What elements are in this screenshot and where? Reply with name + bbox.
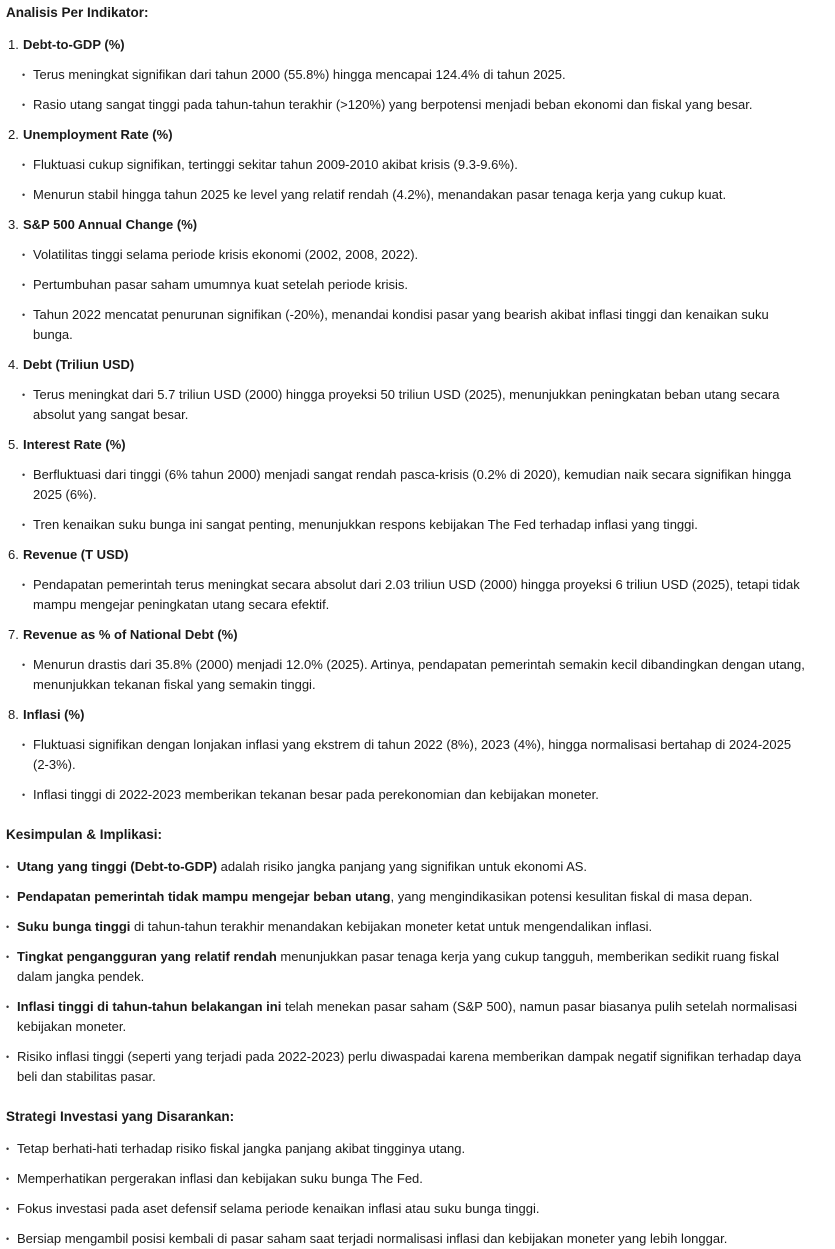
strategy-list (6, 1139, 806, 1249)
indicator-bullets (22, 735, 806, 805)
list-item-text (33, 155, 806, 175)
bullet-text: Inflasi tinggi di 2022-2023 memberikan tekanan besar pada perekonomian dan kebijakan moneter. (33, 787, 599, 802)
indicator-list (6, 35, 806, 805)
list-item-text (33, 185, 806, 205)
list-item-text (33, 305, 806, 345)
bullet-icon: • (6, 1234, 10, 1244)
bullet-icon: • (22, 160, 26, 170)
bullet-icon: • (6, 1002, 10, 1012)
list-item (22, 95, 806, 115)
bullet-text: Volatilitas tinggi selama periode krisis ekonomi (2002, 2008, 2022). (33, 247, 419, 262)
indicator-label: S&P 500 Annual Change (%) (23, 217, 198, 232)
list-item (22, 245, 806, 265)
bold-text: Tingkat pengangguran yang relatif rendah (17, 949, 277, 964)
list-item-text (33, 385, 806, 425)
bullet-text: Fluktuasi signifikan dengan lonjakan inflasi yang ekstrem di tahun 2022 (8%), 2023 (4%), hingga normalisasi bertahap di 2024-2025 (2-3%). (33, 737, 792, 772)
indicator-bullets (22, 385, 806, 425)
body-text: menunjukkan pasar tenaga kerja yang cukup tangguh, memberikan sedikit ruang fiskal dalam jangka pendek. (17, 949, 780, 984)
list-item-text (17, 887, 806, 907)
bullet-icon: • (22, 740, 26, 750)
list-item (22, 185, 806, 205)
list-item (6, 857, 806, 877)
list-item (6, 1169, 806, 1189)
list-item (22, 155, 806, 175)
list-item-text (33, 575, 806, 615)
indicator-label: Revenue as % of National Debt (%) (23, 627, 238, 642)
list-item (22, 785, 806, 805)
list-item (22, 735, 806, 775)
list-item (22, 465, 806, 505)
list-item (6, 997, 806, 1037)
list-item-text (33, 735, 806, 775)
indicator-number: 1. (8, 37, 19, 52)
list-item-text (33, 515, 806, 535)
list-item-text (17, 997, 806, 1037)
analysis-heading: Analisis Per Indikator: (6, 5, 149, 20)
indicator-number: 7. (8, 627, 19, 642)
bullet-text: Berfluktuasi dari tinggi (6% tahun 2000) menjadi sangat rendah pasca-krisis (0.2% di 2020), kemudian naik secara signifikan hingga 2025 (6%). (33, 467, 792, 502)
body-text: telah menekan pasar saham (S&P 500), namun pasar biasanya pulih setelah normalisasi kebijakan moneter. (17, 999, 798, 1034)
list-item-text (33, 245, 806, 265)
bold-text: Utang yang tinggi (Debt-to-GDP) (17, 859, 218, 874)
bullet-text: Rasio utang sangat tinggi pada tahun-tahun terakhir (>120%) yang berpotensi menjadi beban ekonomi dan fiskal yang besar. (33, 97, 753, 112)
bullet-icon: • (22, 390, 26, 400)
bullet-icon: • (22, 470, 26, 480)
bold-text: Suku bunga tinggi (17, 919, 131, 934)
list-item (6, 917, 806, 937)
bullet-icon: • (22, 70, 26, 80)
body-text: , yang mengindikasikan potensi kesulitan fiskal di masa depan. (390, 889, 753, 904)
strategy-text: Tetap berhati-hati terhadap risiko fiskal jangka panjang akibat tingginya utang. (17, 1141, 466, 1156)
list-item-text (33, 655, 806, 695)
indicator-number: 4. (8, 357, 19, 372)
strategy-text: Memperhatikan pergerakan inflasi dan kebijakan suku bunga The Fed. (17, 1171, 423, 1186)
list-item-text (17, 1047, 806, 1087)
bold-text: Inflasi tinggi di tahun-tahun belakangan ini (17, 999, 282, 1014)
indicator-bullets (22, 575, 806, 615)
bullet-icon: • (22, 310, 26, 320)
indicator-bullets (22, 465, 806, 535)
list-item-text (33, 65, 806, 85)
indicator-item (8, 435, 806, 455)
bullet-text: Tahun 2022 mencatat penurunan signifikan (-20%), menandai kondisi pasar yang bearish akibat inflasi tinggi dan kenaikan suku bunga. (33, 307, 769, 342)
bullet-icon: • (22, 520, 26, 530)
indicator-item (8, 625, 806, 645)
bullet-icon: • (22, 100, 26, 110)
indicator-label: Inflasi (%) (23, 707, 85, 722)
list-item (22, 65, 806, 85)
bullet-icon: • (6, 892, 10, 902)
bullet-icon: • (6, 862, 10, 872)
indicator-number: 5. (8, 437, 19, 452)
bullet-text: Pendapatan pemerintah terus meningkat secara absolut dari 2.03 triliun USD (2000) hingga proyeksi 6 triliun USD (2025), tetapi tidak mampu mengejar peningkatan utang secara efektif. (33, 577, 800, 612)
body-text: Risiko inflasi tinggi (seperti yang terjadi pada 2022-2023) perlu diwaspadai karena memberikan dampak negatif signifikan terhadap daya beli dan stabilitas pasar. (17, 1049, 802, 1084)
indicator-item (8, 125, 806, 145)
indicator-item (8, 545, 806, 565)
body-text: di tahun-tahun terakhir menandakan kebijakan moneter ketat untuk mengendalikan inflasi. (130, 919, 653, 934)
strategy-heading: Strategi Investasi yang Disarankan: (6, 1109, 235, 1124)
list-item (22, 655, 806, 695)
bullet-text: Terus meningkat dari 5.7 triliun USD (2000) hingga proyeksi 50 triliun USD (2025), menunjukkan peningkatan beban utang secara absolut yang sangat besar. (33, 387, 780, 422)
list-item-text (17, 947, 806, 987)
indicator-number: 6. (8, 547, 19, 562)
bullet-text: Menurun drastis dari 35.8% (2000) menjadi 12.0% (2025). Artinya, pendapatan pemerintah semakin kecil dibandingkan dengan utang, menunjukkan tekanan fiskal yang semakin tinggi. (33, 657, 805, 692)
conclusion-heading: Kesimpulan & Implikasi: (6, 827, 163, 842)
indicator-label: Debt (Triliun USD) (23, 357, 135, 372)
bullet-icon: • (6, 1144, 10, 1154)
bullet-icon: • (6, 1174, 10, 1184)
list-item (22, 275, 806, 295)
indicator-number: 2. (8, 127, 19, 142)
list-item-text (17, 1169, 806, 1189)
bullet-text: Menurun stabil hingga tahun 2025 ke level yang relatif rendah (4.2%), menandakan pasar tenaga kerja yang cukup kuat. (33, 187, 727, 202)
bullet-icon: • (6, 952, 10, 962)
indicator-bullets (22, 65, 806, 115)
list-item (22, 305, 806, 345)
list-item (6, 1139, 806, 1159)
indicator-label: Interest Rate (%) (23, 437, 126, 452)
bullet-icon: • (22, 660, 26, 670)
list-item (22, 385, 806, 425)
list-item (22, 515, 806, 535)
strategy-text: Bersiap mengambil posisi kembali di pasar saham saat terjadi normalisasi inflasi dan kebijakan moneter yang lebih longgar. (17, 1231, 728, 1246)
bullet-icon: • (22, 580, 26, 590)
indicator-number: 8. (8, 707, 19, 722)
indicator-label: Debt-to-GDP (%) (23, 37, 125, 52)
indicator-item (8, 705, 806, 725)
bullet-icon: • (22, 250, 26, 260)
indicator-item (8, 355, 806, 375)
bullet-icon: • (22, 190, 26, 200)
indicator-bullets (22, 155, 806, 205)
list-item-text (33, 785, 806, 805)
list-item (6, 887, 806, 907)
conclusion-list (6, 857, 806, 1087)
list-item (6, 1199, 806, 1219)
indicator-bullets (22, 245, 806, 345)
bullet-icon: • (22, 790, 26, 800)
strategy-text: Fokus investasi pada aset defensif selama periode kenaikan inflasi atau suku bunga tinggi. (17, 1201, 540, 1216)
bold-text: Pendapatan pemerintah tidak mampu mengejar beban utang (17, 889, 391, 904)
bullet-text: Terus meningkat signifikan dari tahun 2000 (55.8%) hingga mencapai 124.4% di tahun 2025. (33, 67, 566, 82)
list-item (6, 1047, 806, 1087)
list-item-text (33, 275, 806, 295)
list-item-text (33, 465, 806, 505)
bullet-icon: • (6, 922, 10, 932)
bullet-icon: • (6, 1204, 10, 1214)
bullet-text: Fluktuasi cukup signifikan, tertinggi sekitar tahun 2009-2010 akibat krisis (9.3-9.6%). (33, 157, 518, 172)
list-item-text (17, 857, 806, 877)
bullet-icon: • (22, 280, 26, 290)
list-item-text (17, 917, 806, 937)
list-item (6, 1229, 806, 1249)
indicator-number: 3. (8, 217, 19, 232)
list-item-text (33, 95, 806, 115)
indicator-item (8, 35, 806, 55)
bullet-text: Pertumbuhan pasar saham umumnya kuat setelah periode krisis. (33, 277, 409, 292)
body-text: adalah risiko jangka panjang yang signifikan untuk ekonomi AS. (217, 859, 588, 874)
list-item-text (17, 1229, 806, 1249)
indicator-label: Unemployment Rate (%) (23, 127, 173, 142)
bullet-icon: • (6, 1052, 10, 1062)
list-item (22, 575, 806, 615)
bullet-text: Tren kenaikan suku bunga ini sangat penting, menunjukkan respons kebijakan The Fed terhadap inflasi yang tinggi. (33, 517, 698, 532)
list-item (6, 947, 806, 987)
list-item-text (17, 1139, 806, 1159)
indicator-bullets (22, 655, 806, 695)
indicator-label: Revenue (T USD) (23, 547, 129, 562)
list-item-text (17, 1199, 806, 1219)
indicator-item (8, 215, 806, 235)
